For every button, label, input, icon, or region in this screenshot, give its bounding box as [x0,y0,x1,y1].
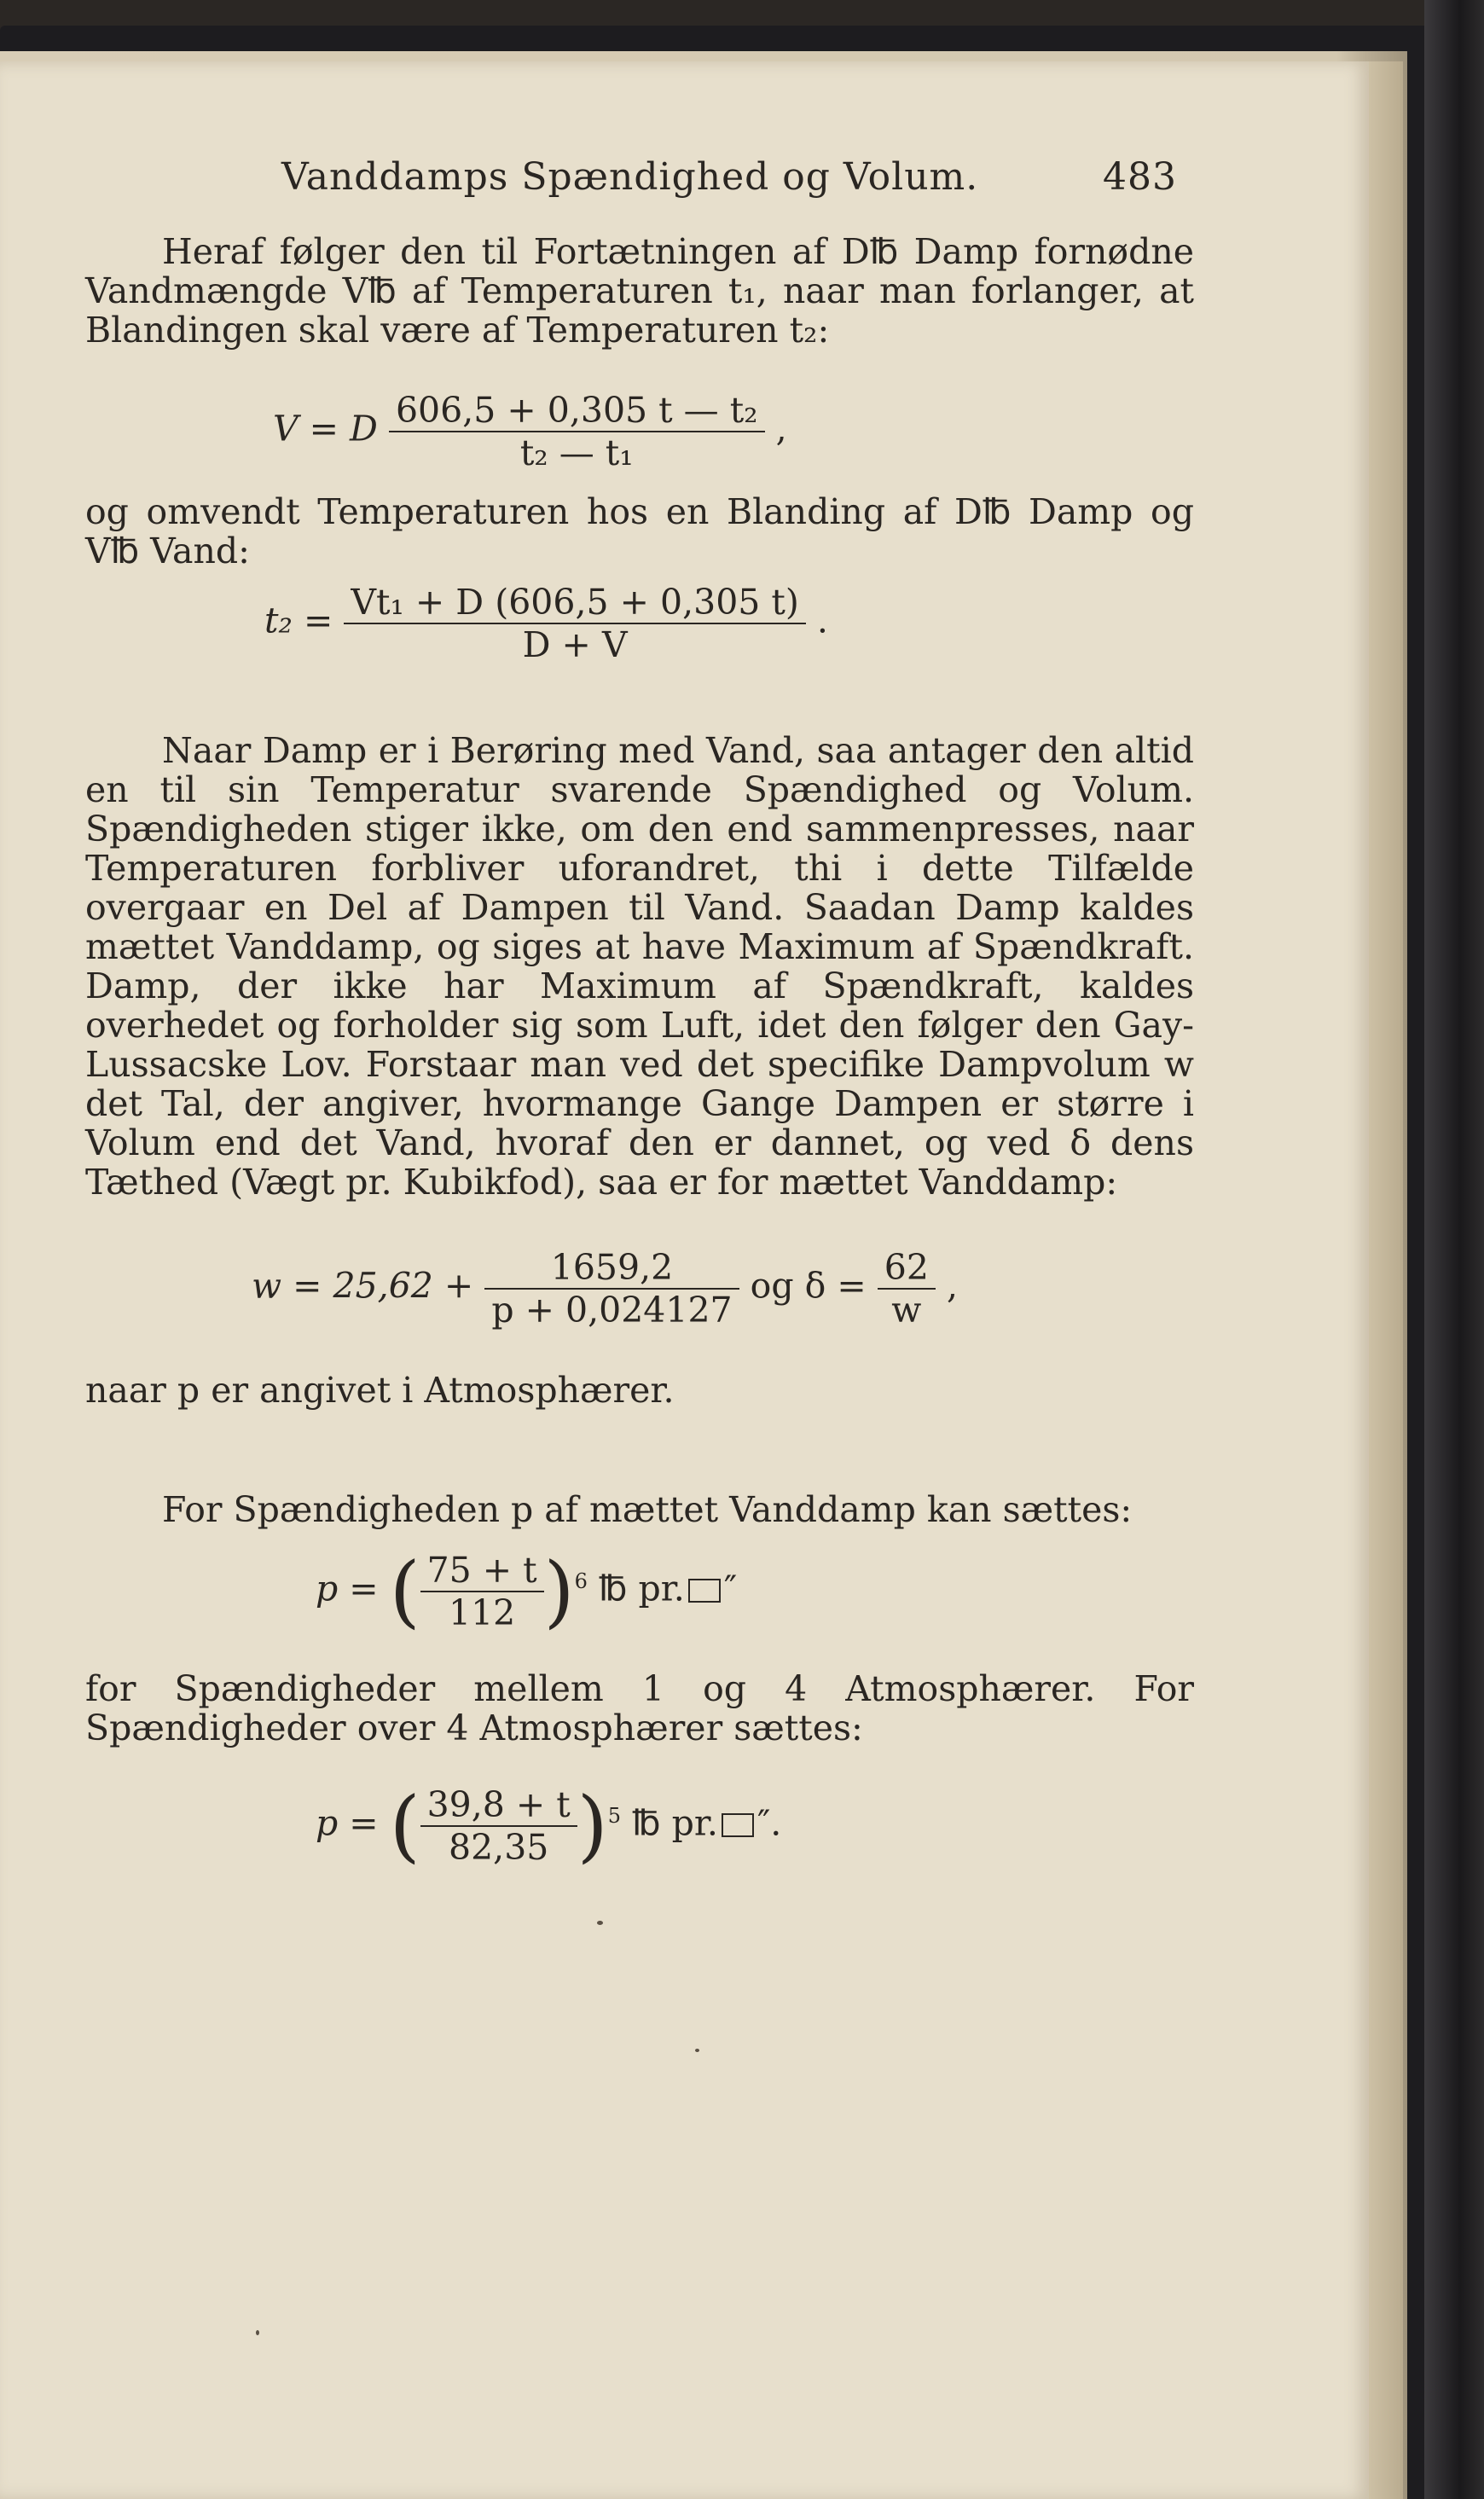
paper-speck [597,1921,603,1925]
paragraph-5: For Spændigheden p af mættet Vanddamp kan sættes: [162,1489,1133,1530]
paragraph-1: Heraf følger den til Fortætningen af D℔ Damp fornødne Vandmængde V℔ af Temperaturen t₁, naar man forlanger, at Blandingen skal være af Temperaturen t₂: [85,231,1194,351]
square-symbol-icon [688,1579,721,1603]
paper-speck [256,2330,259,2335]
page-number: 483 [1103,155,1177,199]
equation-2-fraction: $\frac{\text{Vt₁ + D (606,5 + 0,305 t)}}{D + V}$ [344,582,806,665]
running-head [281,155,1177,206]
equation-4: p = ( $\frac{75 + t}{112}$ )$^6$ ℔ pr. ″ [316,1545,738,1637]
equation-1: V = D $\frac{\text{606,5 + 0,305 t — t₂}}{\text{t₂ — t₁}}$ , [273,390,787,473]
book-page [0,61,1369,2499]
equation-4-fraction: $\frac{75 + t}{112}$ [420,1550,544,1633]
page-gutter [1365,61,1403,2499]
equation-2: t₂ = $\frac{\text{Vt₁ + D (606,5 + 0,305 t)}}{D + V}$ . [264,582,828,665]
paragraph-6: for Spændigheder mellem 1 og 4 Atmosphærer. For Spændigheder over 4 Atmosphærer sættes: [85,1668,1194,1748]
paragraph-2: og omvendt Temperaturen hos en Blanding af D℔ Damp og V℔ Vand: [85,491,1194,571]
book-cover-edge [1424,0,1484,2499]
equation-5-fraction: $\frac{39,8 + t}{82,35}$ [420,1784,577,1868]
paragraph-4: naar p er angivet i Atmosphærer. [85,1370,675,1411]
equation-5: p = ( $\frac{39,8 + t}{82,35}$ )$^5$ ℔ pr. ″. [316,1780,782,1871]
equation-3: w = 25,62 + $\frac{1659,2}{p + 0,024127}$ og δ = $\frac{62}{w}$ , [252,1247,959,1331]
square-symbol-icon [722,1813,754,1837]
paragraph-3: Naar Damp er i Berøring med Vand, saa antager den altid en til sin Temperatur svarende Spændighed og Volum. Spændigheden stiger ikke, om den end sammenpresses, naar Temperaturen forbliver uforandret, thi i dette Tilfælde overgaar en Del af Dampen til Vand. Saadan Damp kaldes mættet Vanddamp, og siges at have Maximum af Spændkraft. Damp, der ikke har Maximum af Spændkraft, kaldes overhedet og forholder sig som Luft, idet den følger den Gay-Lussacske Lov. Forstaar man ved det specifike Dampvolum w det Tal, der angiver, hvormange Gange Dampen er større i Volum end det Vand, hvoraf den er dannet, og ved δ dens Tæthed (Vægt pr. Kubikfod), saa er for mættet Vanddamp: [85,730,1194,1203]
paper-speck [695,2049,699,2052]
running-title: Vanddamps Spændighed og Volum. [281,155,979,199]
equation-3-fraction-a: $\frac{1659,2}{p + 0,024127}$ [484,1247,739,1331]
equation-3-fraction-b: $\frac{62}{w}$ [878,1247,936,1331]
equation-1-fraction: $\frac{\text{606,5 + 0,305 t — t₂}}{\text{t₂ — t₁}}$ [389,390,765,473]
